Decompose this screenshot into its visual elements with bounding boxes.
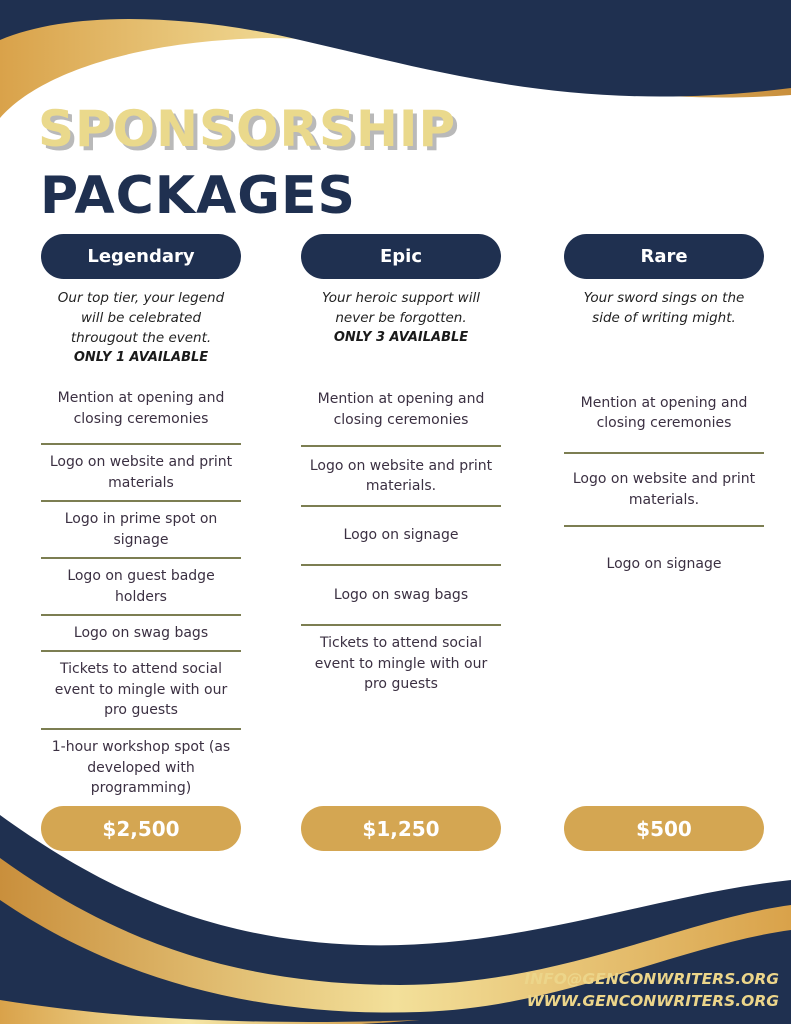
benefit-item: Logo in prime spot on signage [41, 502, 241, 559]
benefit-list [301, 374, 501, 702]
tier-tagline [564, 288, 764, 328]
tier-rare [564, 234, 764, 841]
benefit-item: 1-hour workshop spot (as developed with programming) [51, 739, 231, 797]
benefit-item: Logo on website and print materials. [564, 454, 764, 527]
tagline-text: Your heroic support will never be forgotten. [322, 290, 480, 326]
tier-epic [301, 234, 501, 841]
tier-tagline [41, 288, 241, 368]
title-sponsorship: SPONSORSHIP [38, 100, 457, 158]
benefit-list [564, 374, 764, 601]
benefit-item: Logo on website and print materials. [301, 447, 501, 507]
benefit-item: Logo on swag bags [41, 616, 241, 652]
benefit-item: Mention at opening and closing ceremonies [301, 374, 501, 447]
tier-name-pill: Epic [301, 234, 501, 279]
benefit-item: Mention at opening and closing ceremonies [564, 374, 764, 454]
price-pill: $2,500 [41, 806, 241, 851]
tagline-text: Our top tier, your legend will be celebrated througout the event. [57, 290, 225, 346]
availability-note: ONLY 1 AVAILABLE [73, 350, 209, 365]
benefit-list [41, 374, 241, 806]
tier-legendary [41, 234, 241, 841]
benefit-item: Logo on signage [606, 555, 722, 572]
benefit-item: Logo on signage [301, 507, 501, 566]
title-packages: PACKAGES [40, 166, 356, 226]
tier-tagline [301, 288, 501, 348]
contact-block [524, 968, 779, 1012]
price-pill: $1,250 [301, 806, 501, 851]
availability-note: ONLY 3 AVAILABLE [333, 330, 469, 345]
benefit-item: Logo on guest badge holders [41, 559, 241, 616]
tier-name-pill: Legendary [41, 234, 241, 279]
tagline-text: Your sword sings on the side of writing might. [583, 290, 745, 326]
benefit-item: Logo on website and print materials [41, 445, 241, 502]
tier-name-pill: Rare [564, 234, 764, 279]
price-pill: $500 [564, 806, 764, 851]
benefit-item: Logo on swag bags [301, 566, 501, 626]
contact-email-link[interactable]: INFO@GENCONWRITERS.ORG [524, 970, 779, 988]
contact-website-link[interactable]: WWW.GENCONWRITERS.ORG [526, 992, 779, 1010]
benefit-item: Mention at opening and closing ceremonies [41, 374, 241, 445]
benefit-item: Tickets to attend social event to mingle with our pro guests [314, 635, 488, 693]
benefit-item: Tickets to attend social event to mingle with our pro guests [41, 652, 241, 730]
